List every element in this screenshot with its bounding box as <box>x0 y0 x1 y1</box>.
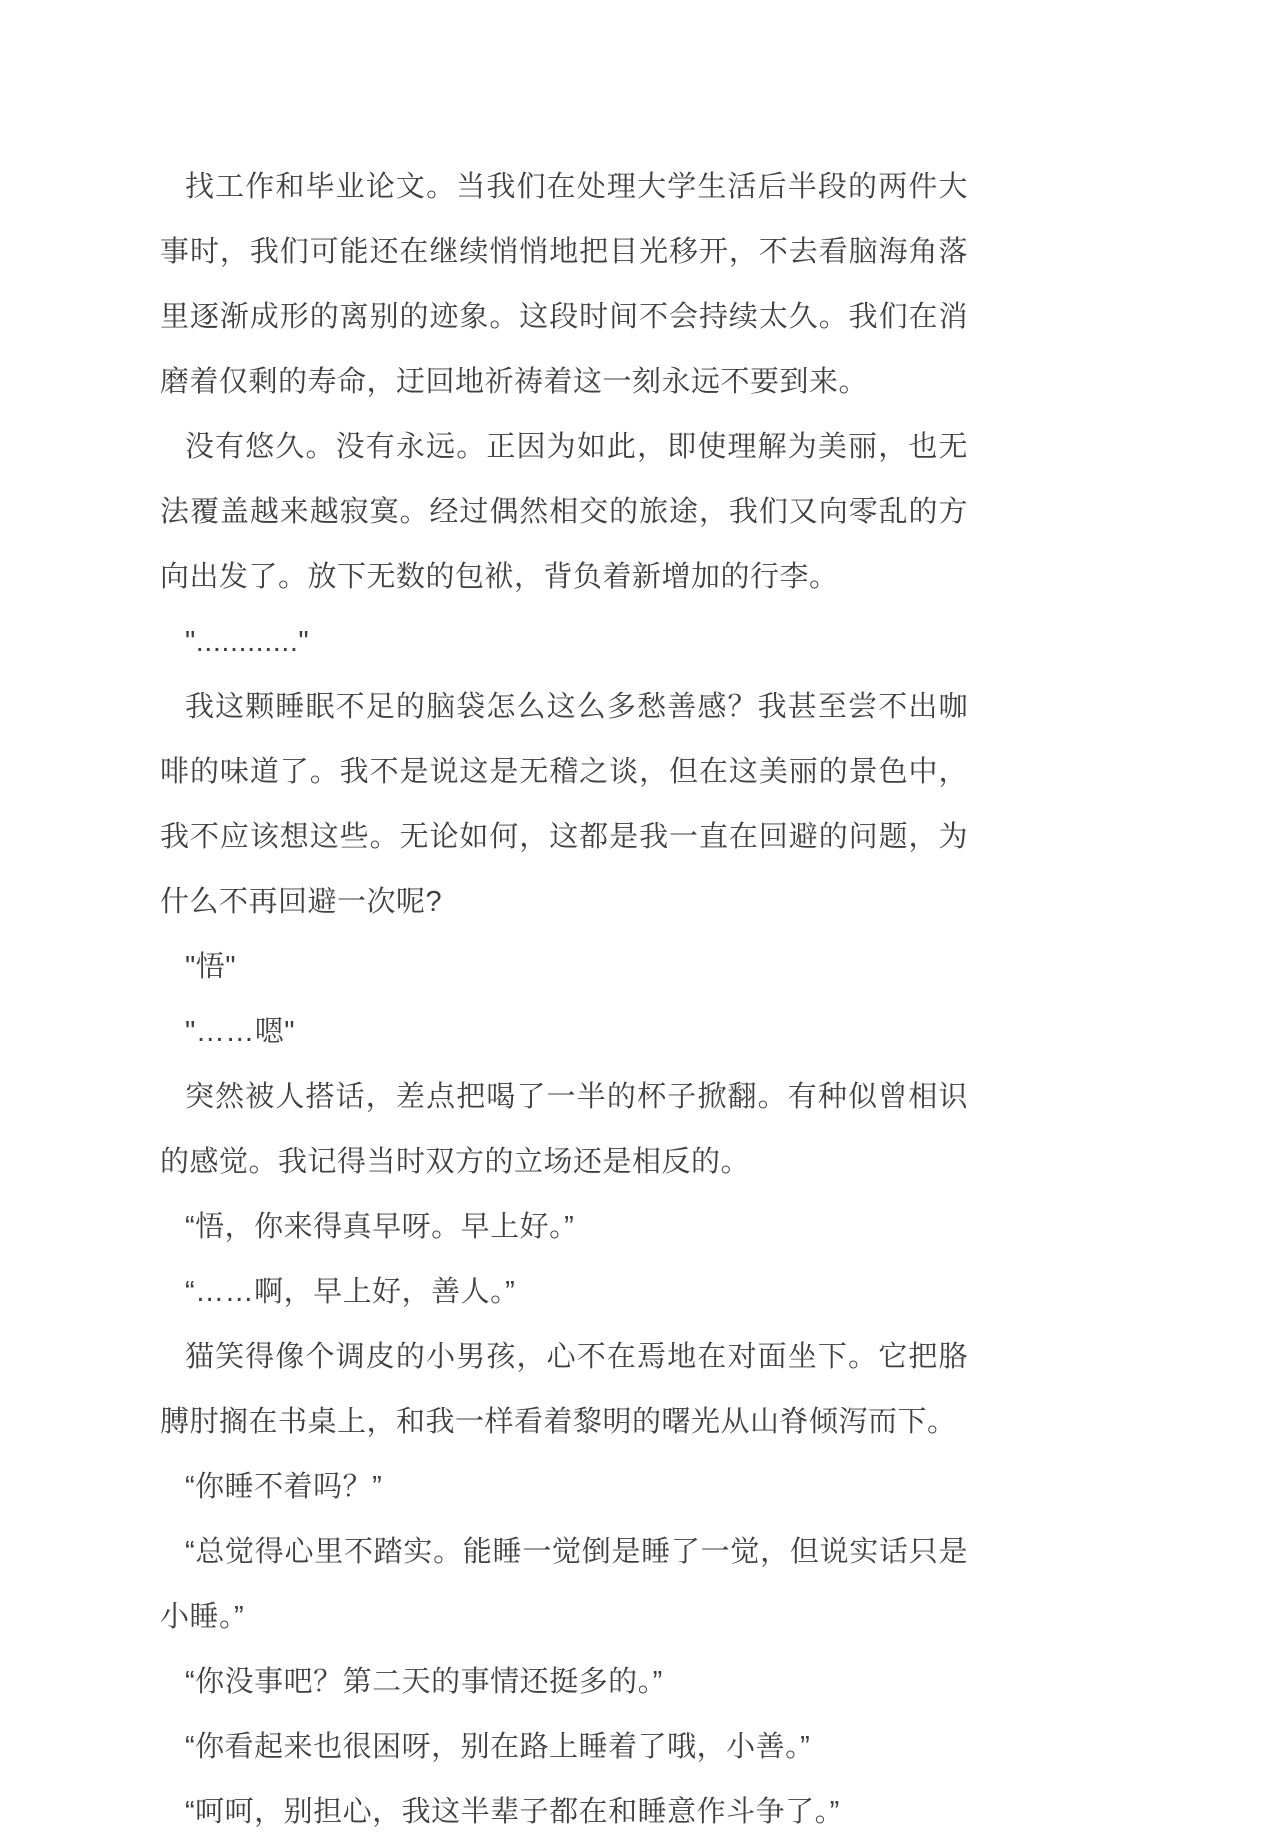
paragraph-dialogue: “你睡不着吗？” <box>184 1471 383 1503</box>
paragraph-dialogue: “呵呵，别担心，我这半辈子都在和睡意作斗争了。” <box>184 1796 840 1828</box>
novel-text-body <box>160 155 968 1845</box>
paragraph-dialogue: “总觉得心里不踏实。能睡一觉倒是睡了一觉，但说实话只是小睡。” <box>160 1536 968 1633</box>
paragraph-dialogue: "……嗯" <box>184 1016 296 1048</box>
paragraph-dialogue: "............" <box>184 626 310 658</box>
paragraph: 没有悠久。没有永远。正因为如此，即使理解为美丽，也无法覆盖越来越寂寞。经过偶然相交的旅途，我们又向零乱的方向出发了。放下无数的包袱，背负着新增加的行李。 <box>160 431 968 593</box>
paragraph-dialogue: “悟，你来得真早呀。早上好。” <box>184 1211 575 1243</box>
paragraph-dialogue: “……啊，早上好，善人。” <box>184 1276 516 1308</box>
paragraph-dialogue: "悟" <box>184 951 237 983</box>
paragraph: 我这颗睡眠不足的脑袋怎么这么多愁善感？我甚至尝不出咖啡的味道了。我不是说这是无稽之谈，但在这美丽的景色中，我不应该想这些。无论如何，这都是我一直在回避的问题，为什么不再回避一次呢? <box>160 691 968 918</box>
paragraph: 突然被人搭话，差点把喝了一半的杯子掀翻。有种似曾相识的感觉。我记得当时双方的立场还是相反的。 <box>160 1081 968 1178</box>
paragraph-dialogue: “你没事吧？第二天的事情还挺多的。” <box>184 1666 663 1698</box>
paragraph-dialogue: “你看起来也很困呀，别在路上睡着了哦，小善。” <box>184 1731 811 1763</box>
paragraph: 猫笑得像个调皮的小男孩，心不在焉地在对面坐下。它把胳膊肘搁在书桌上，和我一样看着黎明的曙光从山脊倾泻而下。 <box>160 1341 968 1438</box>
paragraph: 找工作和毕业论文。当我们在处理大学生活后半段的两件大事时，我们可能还在继续悄悄地把目光移开，不去看脑海角落里逐渐成形的离别的迹象。这段时间不会持续太久。我们在消磨着仅剩的寿命，迂回地祈祷着这一刻永远不要到来。 <box>160 171 968 398</box>
